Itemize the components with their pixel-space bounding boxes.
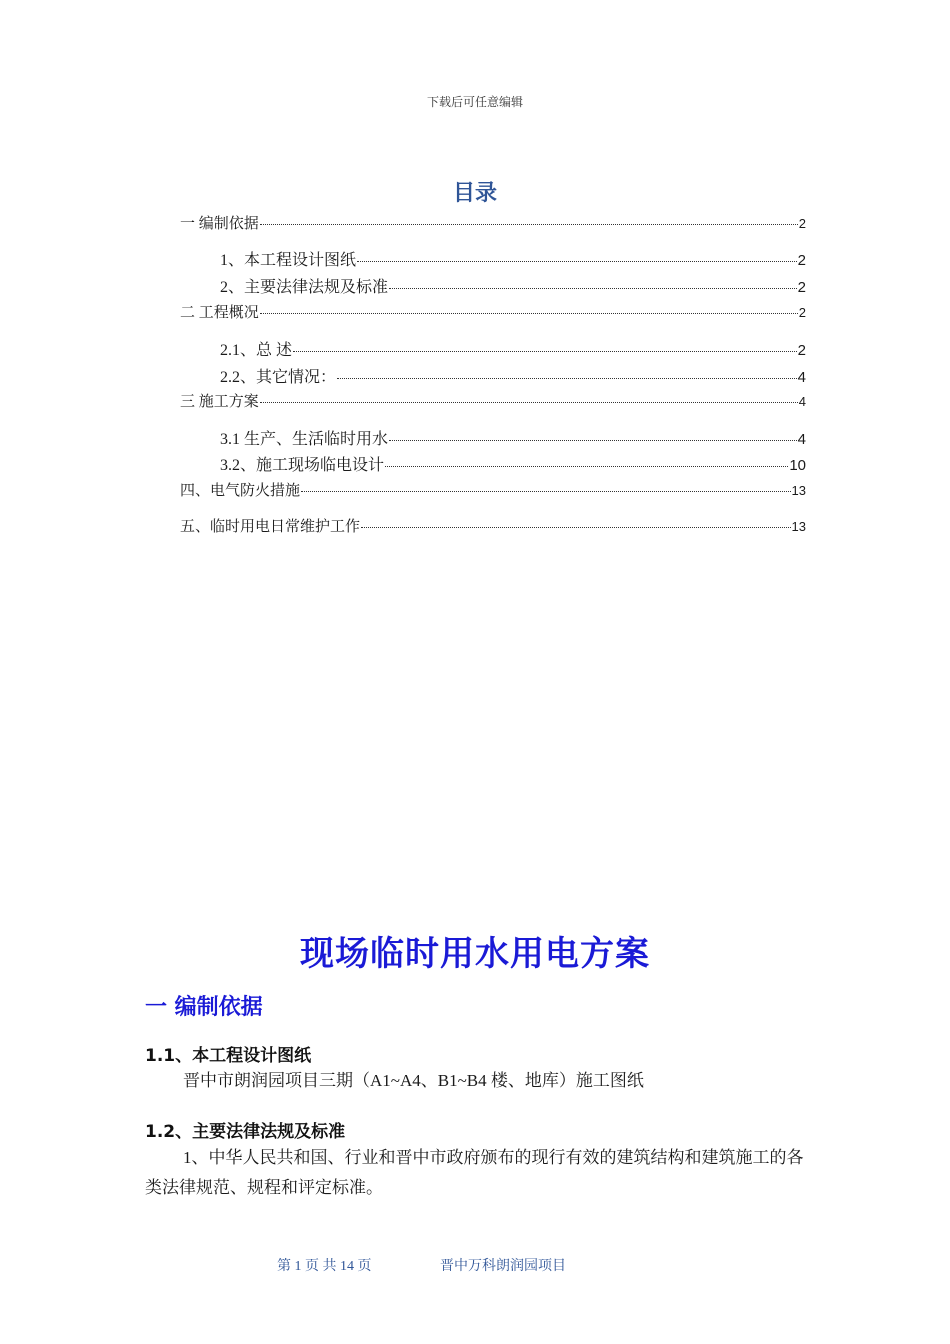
toc-leader-dots xyxy=(260,224,798,225)
toc-leader-dots xyxy=(337,378,797,379)
toc-entry-label: 五、临时用电日常维护工作 xyxy=(180,519,361,535)
toc-entry-label: 1、本工程设计图纸 xyxy=(220,252,357,269)
toc-entry-page: 4 xyxy=(797,369,806,386)
toc-entry-4[interactable] xyxy=(180,479,806,500)
toc-entry-page: 13 xyxy=(791,519,806,534)
toc-entry-label: 2.1、总 述 xyxy=(220,342,293,359)
toc-entry-label: 四、电气防火措施 xyxy=(180,483,301,499)
toc-leader-dots xyxy=(293,351,797,352)
toc-entry-2-1[interactable] xyxy=(220,337,806,360)
toc-leader-dots xyxy=(301,491,791,492)
toc-entry-page: 2 xyxy=(797,279,806,296)
toc-entry-label: 3.1 生产、生活临时用水 xyxy=(220,431,389,448)
footer-project-name: 晋中万科朗润园项目 xyxy=(440,1259,566,1274)
toc-title: 目录 xyxy=(452,181,497,206)
toc-entry-2[interactable] xyxy=(180,301,806,322)
toc-leader-dots xyxy=(389,288,797,289)
toc-entry-page: 13 xyxy=(791,483,806,498)
toc-entry-page: 10 xyxy=(789,457,806,474)
toc-leader-dots xyxy=(260,313,798,314)
toc-entry-page: 2 xyxy=(798,305,806,320)
footer-page-info: 第 1 页 共 14 页 xyxy=(277,1259,372,1274)
toc-leader-dots xyxy=(361,527,791,528)
subsection-heading-1-1: 1.1、本工程设计图纸 xyxy=(145,1046,312,1066)
toc-entry-label: 一 编制依据 xyxy=(180,216,259,232)
toc-entry-label: 2.2、其它情况： xyxy=(220,369,337,386)
toc-leader-dots xyxy=(389,440,797,441)
toc-entry-page: 4 xyxy=(797,431,806,448)
toc-entry-3-2[interactable] xyxy=(220,452,806,475)
toc-entry-page: 4 xyxy=(798,394,806,409)
toc-entry-page: 2 xyxy=(797,252,806,269)
toc-entry-1-2[interactable] xyxy=(220,274,806,297)
toc-entry-5[interactable] xyxy=(180,515,806,536)
toc-entry-3[interactable] xyxy=(180,390,806,411)
toc-entry-label: 2、主要法律法规及标准 xyxy=(220,279,389,296)
header-note: 下载后可任意编辑 xyxy=(426,95,523,109)
toc-entry-label: 二 工程概况 xyxy=(180,305,259,321)
toc-leader-dots xyxy=(260,402,798,403)
toc-entry-label: 三 施工方案 xyxy=(180,394,259,410)
toc-entry-2-2[interactable] xyxy=(220,364,806,387)
toc-entry-1[interactable] xyxy=(180,212,806,233)
toc-entry-1-1[interactable] xyxy=(220,247,806,270)
toc-entry-label: 3.2、施工现场临电设计 xyxy=(220,457,385,474)
toc-leader-dots xyxy=(357,261,797,262)
toc-entry-3-1[interactable] xyxy=(220,426,806,449)
section-heading-1: 一 编制依据 xyxy=(145,995,263,1020)
subsection-heading-1-2: 1.2、主要法律法规及标准 xyxy=(145,1122,346,1142)
toc-entry-page: 2 xyxy=(798,216,806,231)
document-title: 现场临时用水用电方案 xyxy=(300,934,650,974)
paragraph-1-1: 晋中市朗润园项目三期（A1~A4、B1~B4 楼、地库）施工图纸 xyxy=(183,1071,644,1090)
toc-entry-page: 2 xyxy=(797,342,806,359)
paragraph-1-2: 1、中华人民共和国、行业和晋中市政府颁布的现行有效的建筑结构和建筑施工的各类法律规范、规程和评定标准。 xyxy=(145,1148,804,1197)
toc-leader-dots xyxy=(385,466,788,467)
